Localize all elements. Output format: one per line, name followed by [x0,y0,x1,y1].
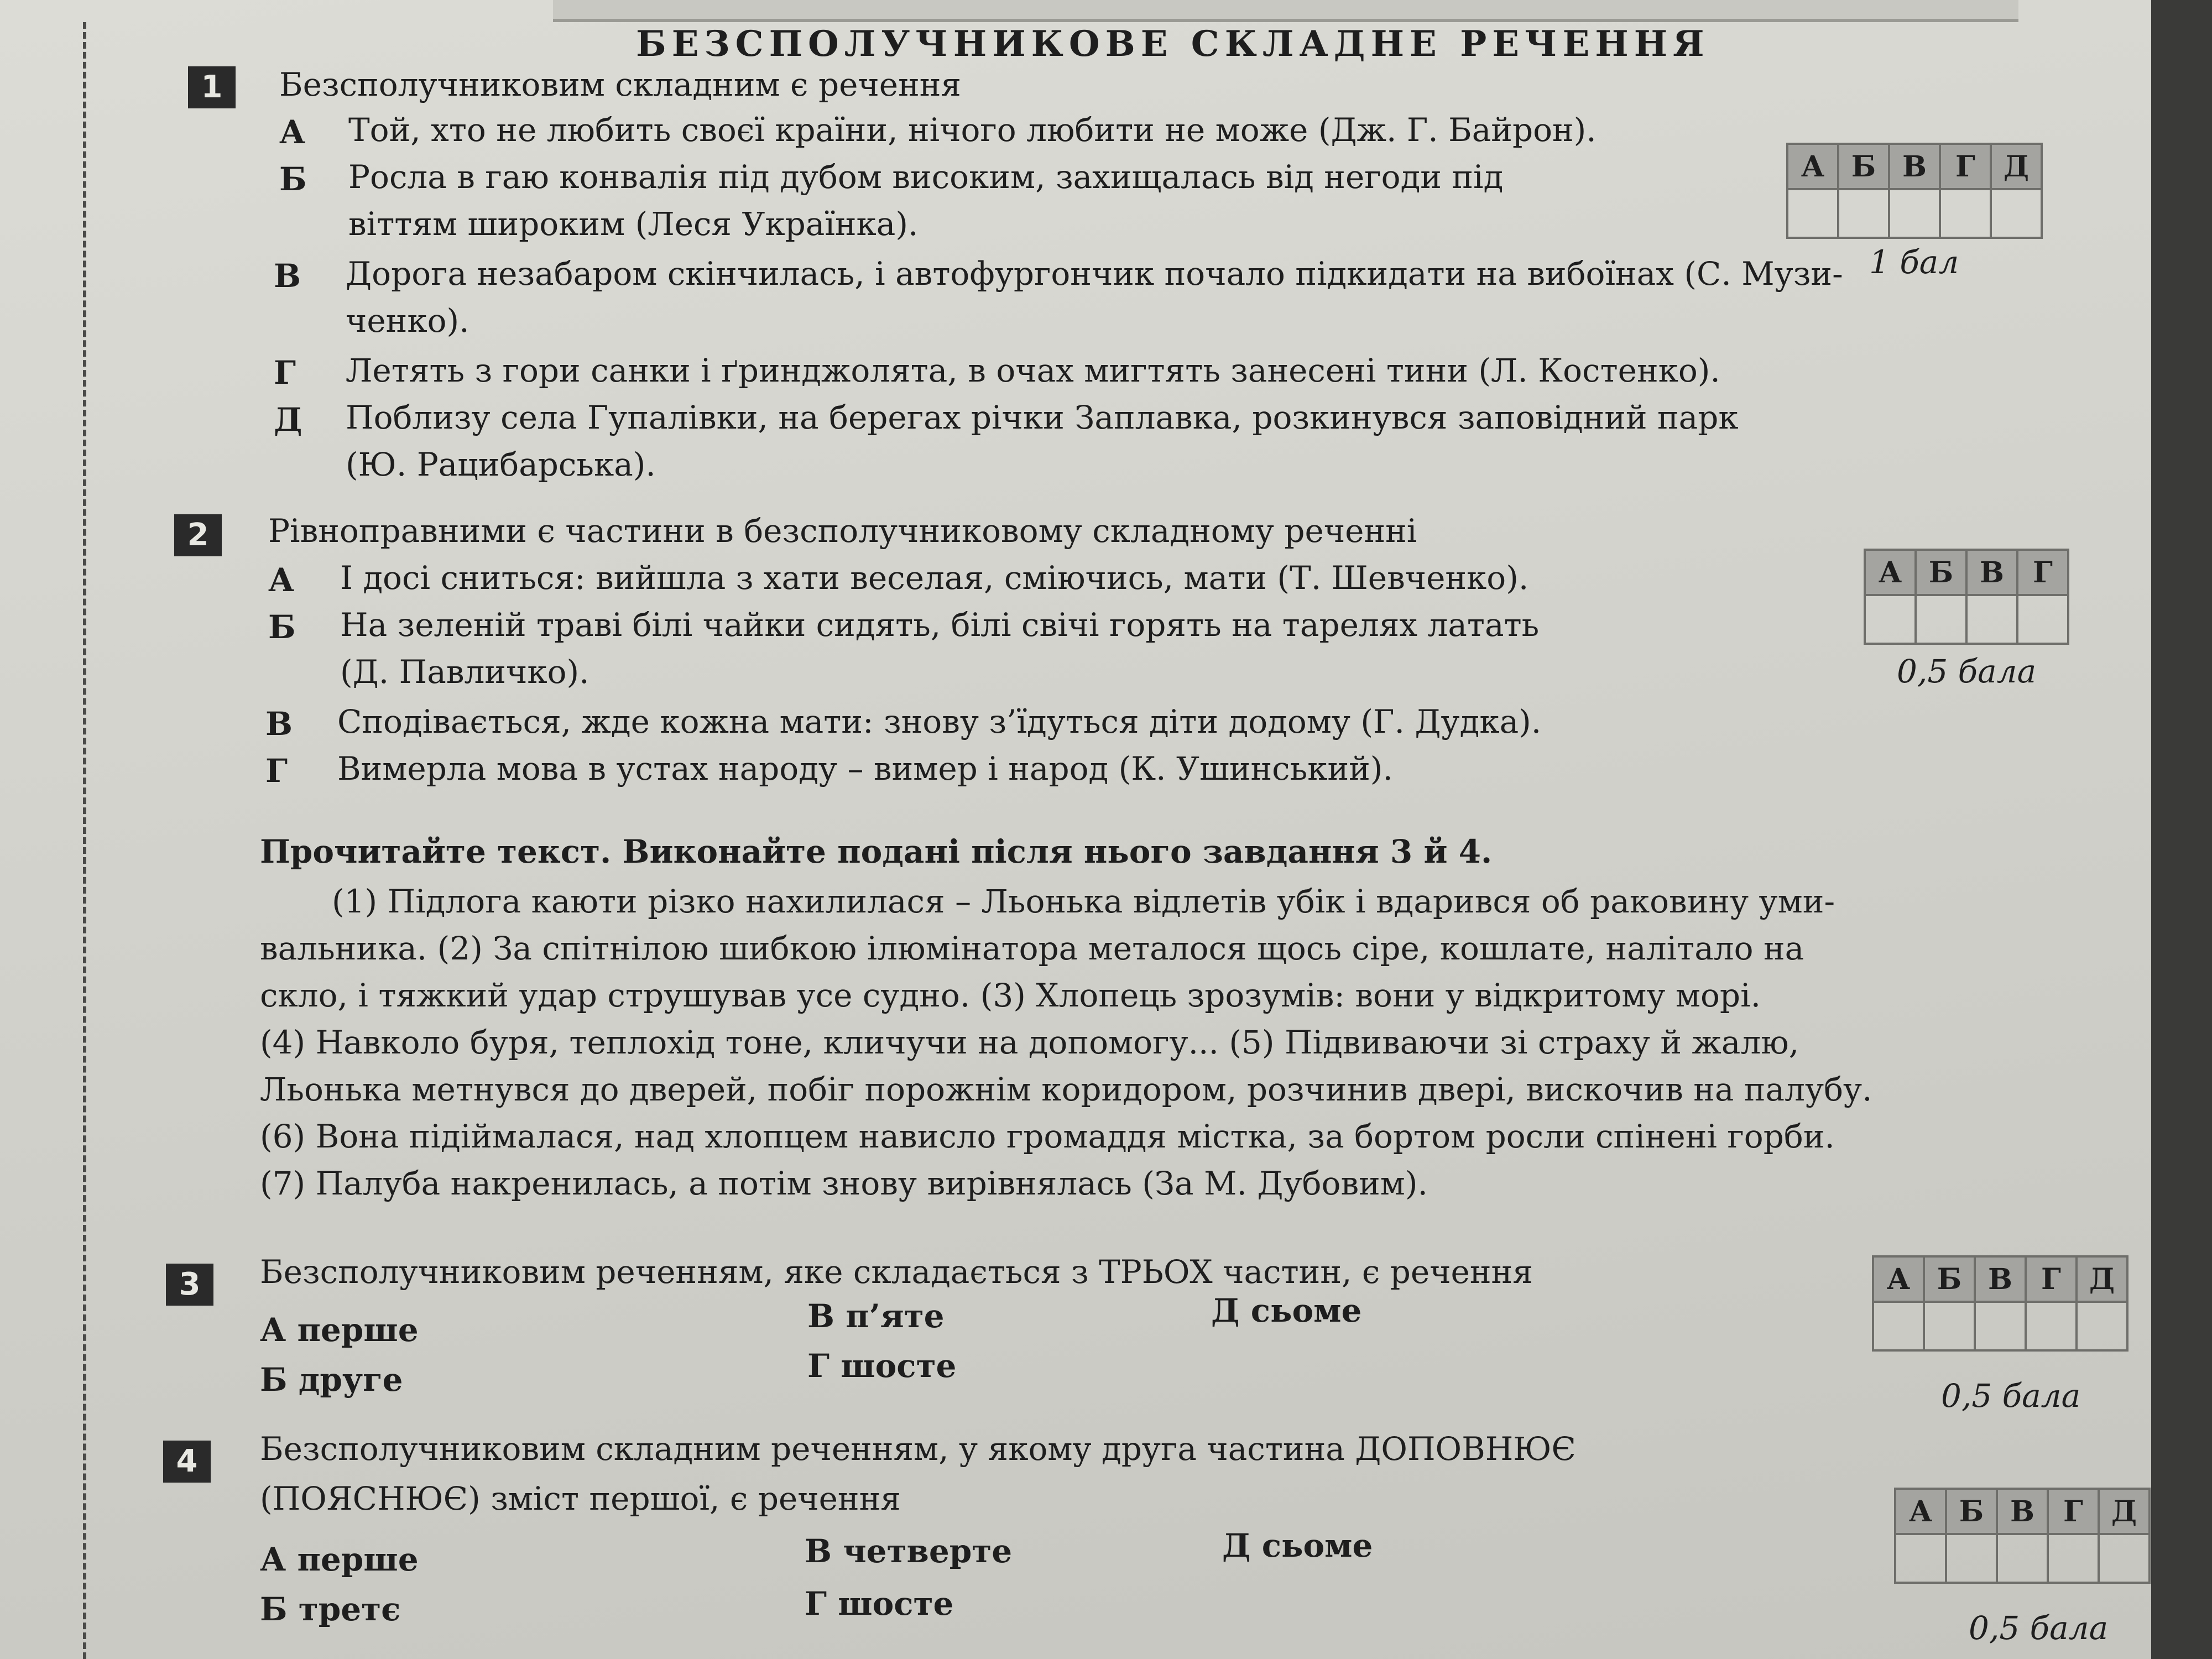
q1-option-a-letter: А [279,113,306,151]
reading-line-5: Льонька метнувся до дверей, побіг порожнім коридором, розчинив двері, вискочив на палубу. [260,1071,1872,1108]
q1-prompt: Безсполучниковим складним є речення [279,66,961,103]
q2-grid-header-a: А [1865,550,1916,595]
q1-option-b-line1: Росла в гаю конвалія під дубом високим, захищалась від негоди під [348,158,1504,196]
q4-option-a: А перше [260,1541,419,1578]
q4-answer-cell[interactable] [2048,1534,2099,1583]
q2-prompt: Рівноправними є частини в безсполучниковому складному реченні [268,512,1417,550]
q2-answer-cell[interactable] [1966,595,2017,644]
q3-prompt: Безсполучниковим реченням, яке складається з ТРЬОХ частин, є речення [260,1253,1533,1291]
q2-answer-cell[interactable] [1916,595,1966,644]
reading-line-4: (4) Навколо буря, теплохід тоне, кличучи на допомогу... (5) Підвиваючи зі страху й жалю, [260,1024,1799,1061]
q4-prompt-line2: (ПОЯСНЮЄ) зміст першої, є речення [260,1480,901,1517]
q1-option-e-letter: Д [274,401,302,439]
q2-answer-grid[interactable] [1864,549,2069,645]
q2-option-c-letter: В [265,705,293,743]
q1-answer-cell[interactable] [1940,189,1991,238]
q2-option-d-letter: Г [265,752,288,790]
q4-number: 4 [163,1441,211,1483]
q3-answer-cell[interactable] [1975,1302,2026,1350]
q3-grid-header-d: Г [2026,1256,2077,1302]
q2-option-d: Вимерла мова в устах народу – вимер і народ (К. Ушинський). [337,750,1393,787]
q4-option-e: Д сьоме [1222,1527,1373,1564]
reading-line-7: (7) Палуба накренилась, а потім знову вирівнялась (За М. Дубовим). [260,1165,1428,1202]
q2-points: 0,5 бала [1897,653,2037,690]
q2-option-c: Сподівається, жде кожна мати: знову з’їдуться діти додому (Г. Дудка). [337,703,1542,740]
q1-number: 1 [188,66,236,108]
q3-option-e: Д сьоме [1211,1292,1362,1329]
q3-answer-grid[interactable] [1872,1255,2128,1352]
q3-option-a: А перше [260,1311,419,1349]
q3-option-b: Б друге [260,1361,403,1399]
q4-grid-header-d: Г [2048,1489,2099,1534]
q4-option-d: Г шосте [805,1585,954,1623]
q3-answer-cell[interactable] [2077,1302,2127,1350]
reading-line-6: (6) Вона підіймалася, над хлопцем нависло громаддя містка, за бортом росли спінені горби. [260,1118,1835,1155]
q1-grid-header-d: Г [1940,144,1991,189]
q4-answer-grid[interactable] [1894,1488,2151,1584]
q1-option-d-letter: Г [274,354,296,392]
q1-answer-cell[interactable] [1787,189,1838,238]
q4-option-c: В четверте [805,1532,1013,1570]
q3-grid-header-c: В [1975,1256,2026,1302]
q4-grid-header-a: А [1895,1489,1946,1534]
q2-option-b-line1: На зеленій траві білі чайки сидять, білі свічі горять на тарелях латать [340,606,1540,644]
q1-answer-grid[interactable] [1786,143,2043,239]
q3-number: 3 [166,1264,213,1306]
q3-option-c: В п’яте [807,1297,945,1335]
q1-grid-header-b: Б [1838,144,1889,189]
q1-grid-header-e: Д [1991,144,2042,189]
q3-grid-header-e: Д [2077,1256,2127,1302]
q1-option-e-line1: Поблизу села Гупалівки, на берегах річки Заплавка, розкинувся заповідний парк [346,399,1739,436]
q1-option-c-line2: ченко). [346,302,469,340]
q2-answer-cell[interactable] [2017,595,2068,644]
q4-answer-cell[interactable] [1946,1534,1997,1583]
q3-answer-cell[interactable] [1924,1302,1975,1350]
q4-answer-cell[interactable] [1895,1534,1946,1583]
q2-option-b-letter: Б [268,608,296,646]
q3-grid-header-b: Б [1924,1256,1975,1302]
reading-line-1: (1) Підлога каюти різко нахилилася – Льонька відлетів убік і вдарився об раковину уми- [332,883,1835,920]
reading-line-2: вальника. (2) За спітнілою шибкою ілюмінатора металося щось сіре, кошлате, налітало на [260,930,1804,967]
q4-grid-header-c: В [1997,1489,2048,1534]
q1-answer-cell[interactable] [1991,189,2042,238]
q1-option-c-letter: В [274,257,301,295]
q2-answer-cell[interactable] [1865,595,1916,644]
q3-grid-header-a: А [1873,1256,1924,1302]
q4-grid-header-b: Б [1946,1489,1997,1534]
q3-answer-cell[interactable] [1873,1302,1924,1350]
q2-grid-header-c: В [1966,550,2017,595]
q3-option-d: Г шосте [807,1347,957,1385]
q1-option-c-line1: Дорога незабаром скінчилась, і автофургончик почало підкидати на вибоїнах (С. Музи- [346,255,1843,293]
q1-option-a: Той, хто не любить своєї країни, нічого любити не може (Дж. Г. Байрон). [348,111,1597,149]
q4-answer-cell[interactable] [2099,1534,2150,1583]
q1-option-b-line2: віттям широким (Леся Українка). [348,205,919,243]
reading-instruction: Прочитайте текст. Виконайте подані після нього завдання 3 й 4. [260,833,1493,870]
q4-points: 0,5 бала [1969,1609,2109,1647]
q2-number: 2 [174,514,222,556]
q1-option-d: Летять з гори санки і ґринджолята, в очах мигтять занесені тини (Л. Костенко). [346,352,1720,389]
q2-grid-header-d: Г [2017,550,2068,595]
q1-points: 1 бал [1869,243,1959,281]
q1-grid-header-a: А [1787,144,1838,189]
q1-grid-header-c: В [1889,144,1940,189]
q1-option-b-letter: Б [279,160,307,198]
q1-answer-cell[interactable] [1889,189,1940,238]
q4-answer-cell[interactable] [1997,1534,2048,1583]
reading-line-3: скло, і тяжкий удар струшував усе судно. (3) Хлопець зрозумів: вони у відкритому морі. [260,977,1761,1014]
top-edge-strip [553,0,2018,22]
q1-option-e-line2: (Ю. Рацибарська). [346,446,656,483]
q4-option-b: Б третє [260,1590,401,1628]
q2-option-a: І досі сниться: вийшла з хати веселая, сміючись, мати (Т. Шевченко). [340,559,1529,597]
q4-prompt-line1: Безсполучниковим складним реченням, у якому друга частина ДОПОВНЮЄ [260,1430,1576,1468]
q1-answer-cell[interactable] [1838,189,1889,238]
page-title: БЕЗСПОЛУЧНИКОВЕ СКЛАДНЕ РЕЧЕННЯ [636,23,1710,65]
q3-answer-cell[interactable] [2026,1302,2077,1350]
q4-grid-header-e: Д [2099,1489,2150,1534]
q2-grid-header-b: Б [1916,550,1966,595]
q3-points: 0,5 бала [1941,1377,2081,1415]
q2-option-a-letter: А [268,561,295,599]
q2-option-b-line2: (Д. Павличко). [340,653,589,691]
cut-line [83,22,86,1659]
